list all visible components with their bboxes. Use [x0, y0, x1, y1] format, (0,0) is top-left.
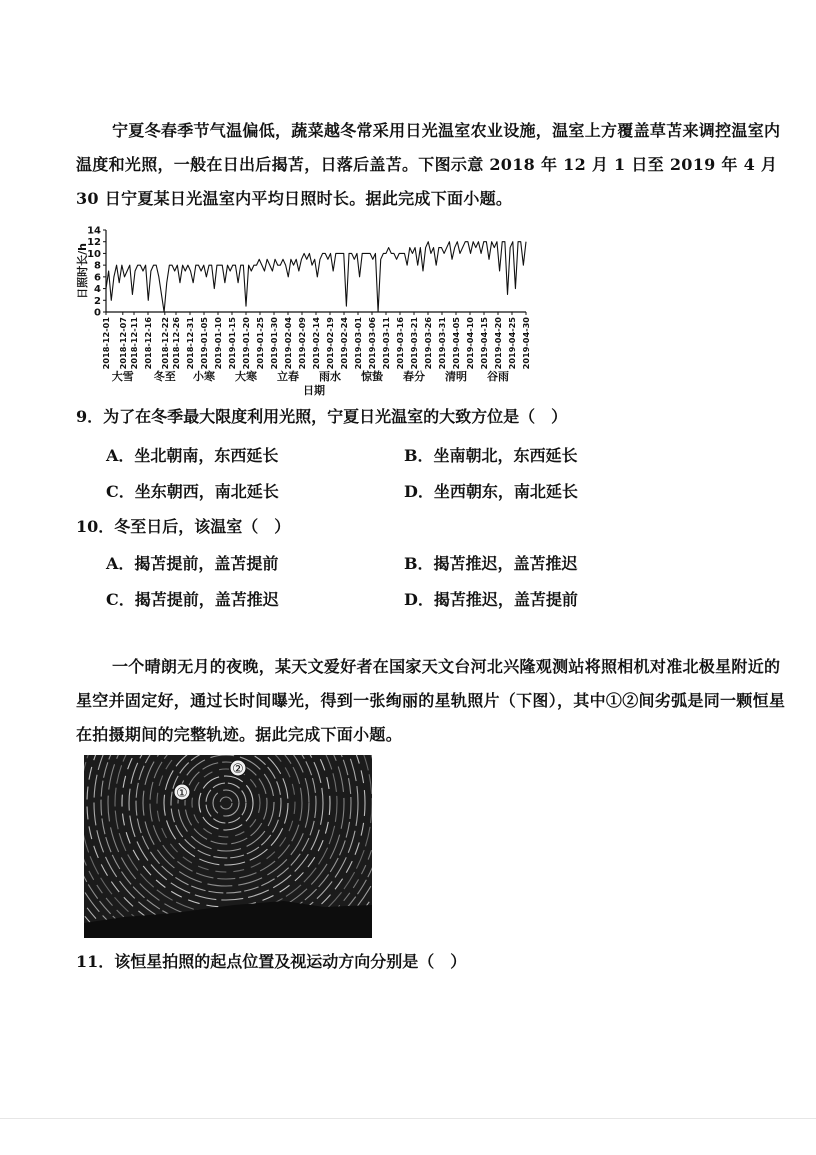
x-tick-label: 2019-02-14 — [311, 317, 321, 370]
x-tick-label: 2019-04-10 — [465, 317, 475, 370]
q9-option-a[interactable]: A．坐北朝南，东西延长 — [106, 446, 279, 465]
x-tick-label: 2019-04-20 — [493, 317, 503, 370]
star-trail-arc — [220, 797, 232, 809]
x-tick-label: 2019-04-15 — [479, 317, 489, 370]
x-tick-label: 2019-01-25 — [255, 317, 265, 370]
star-trail-arc — [171, 755, 281, 858]
x-tick-label: 2019-03-31 — [437, 317, 447, 370]
q9-option-c[interactable]: C．坐东朝西，南北延长 — [106, 482, 279, 501]
x-tick-label: 2019-02-04 — [283, 317, 293, 370]
star-trail-arc — [206, 783, 246, 823]
star-trail-arc — [157, 755, 295, 872]
star-trail-arc — [192, 769, 260, 837]
star-trail-photo — [84, 755, 372, 938]
passage-star-trails-text: 一个晴朗无月的夜晚，某天文爱好者在国家天文台河北兴隆观测站将照相机对准北极星附近的星空并固定好，通过长时间曝光，得到一张绚丽的星轨照片（下图），其中①②间劣弧是同一颗恒星在拍摄期间的完整轨迹。据此完成下面小题。 — [76, 657, 786, 744]
star-trail-arc — [122, 755, 330, 907]
x-tick-label: 2018-12-07 — [117, 317, 128, 370]
passage-greenhouse-text: 宁夏冬春季节气温偏低，蔬菜越冬常采用日光温室农业设施，温室上方覆盖草苫来调控温室内温度和光照，一般在日出后揭苫，日落后盖苫。下图示意 2018 年 12 月 1 日至 2019 年 4 月 30 日宁夏某日光温室内平均日照时长。据此完成下面小题。 — [76, 121, 781, 208]
series-line-sunshine — [106, 242, 526, 312]
solar-term-label: 大寒 — [235, 370, 257, 383]
q10-option-a[interactable]: A．揭苫提前，盖苫提前 — [106, 554, 279, 573]
x-tick-label: 2018-12-01 — [101, 317, 111, 370]
x-tick-label: 2019-03-26 — [423, 317, 433, 370]
x-tick-label: 2019-04-25 — [507, 317, 517, 370]
y-tick-label: 14 — [87, 226, 101, 237]
y-tick-label: 4 — [94, 284, 101, 296]
star-trail-arc — [115, 755, 337, 914]
q10-option-c[interactable]: C．揭苫提前，盖苫推迟 — [106, 590, 279, 609]
solar-term-label: 惊蛰 — [361, 370, 383, 383]
star-trail-arc — [199, 776, 253, 830]
solar-term-label: 小寒 — [193, 370, 215, 383]
passage-star-trails — [76, 650, 792, 752]
x-tick-label: 2018-12-11 — [129, 317, 139, 370]
star-trail-arc — [185, 762, 267, 844]
y-tick-label: 10 — [87, 248, 101, 260]
star-trail-arc — [213, 790, 239, 816]
marker-2: ② — [232, 762, 244, 777]
y-axis-label: 日照时长/h — [76, 243, 89, 299]
x-tick-label: 2019-03-16 — [395, 317, 405, 370]
marker-1: ① — [176, 786, 188, 801]
solar-term-label: 春分 — [403, 370, 425, 383]
star-trail-image — [84, 755, 372, 938]
x-tick-label: 2018-12-31 — [185, 317, 195, 370]
x-tick-label: 2019-01-15 — [227, 317, 237, 370]
x-tick-label: 2019-01-20 — [241, 317, 251, 370]
solar-term-label: 立春 — [277, 370, 299, 383]
x-tick-label: 2019-03-21 — [409, 317, 419, 370]
question-9: 9．为了在冬季最大限度利用光照，宁夏日光温室的大致方位是（ ） — [76, 407, 568, 426]
x-tick-label: 2019-03-11 — [381, 317, 391, 370]
y-tick-label: 12 — [87, 237, 101, 249]
question-11: 11．该恒星拍照的起点位置及视运动方向分别是（ ） — [76, 952, 467, 971]
q9-option-d[interactable]: D．坐西朝东，南北延长 — [404, 482, 578, 501]
x-tick-label: 2019-01-30 — [269, 317, 279, 370]
x-tick-label: 2018-12-22 — [159, 317, 170, 370]
y-tick-label: 8 — [94, 260, 101, 272]
sunshine-duration-chart — [74, 226, 534, 398]
x-tick-label: 2019-01-05 — [199, 317, 209, 370]
x-tick-label: 2019-03-01 — [353, 317, 363, 370]
y-tick-label: 0 — [94, 307, 101, 319]
passage-greenhouse — [76, 114, 792, 216]
x-tick-label: 2019-03-06 — [367, 317, 377, 370]
star-trail-arc — [143, 755, 309, 886]
x-tick-label: 2019-04-30 — [521, 317, 531, 370]
y-tick-label: 6 — [94, 272, 101, 284]
x-tick-label: 2019-01-10 — [213, 317, 223, 370]
solar-term-label: 冬至 — [153, 370, 176, 383]
q10-option-b[interactable]: B．揭苫推迟，盖苫推迟 — [404, 554, 578, 573]
x-tick-label: 2018-12-16 — [143, 317, 153, 370]
star-trail-arc — [129, 755, 323, 900]
q9-option-b[interactable]: B．坐南朝北，东西延长 — [404, 446, 578, 465]
solar-term-label: 雨水 — [319, 370, 341, 383]
solar-term-label: 大雪 — [111, 370, 134, 383]
x-tick-label: 2019-02-24 — [339, 317, 349, 370]
solar-term-label: 清明 — [445, 370, 467, 383]
x-tick-label: 2019-02-19 — [325, 317, 335, 370]
x-tick-label: 2018-12-26 — [171, 317, 181, 370]
x-tick-label: 2019-04-05 — [451, 317, 461, 370]
x-axis-label: 日期 — [303, 384, 325, 397]
q10-option-d[interactable]: D．揭苫推迟，盖苫提前 — [404, 590, 578, 609]
solar-term-label: 谷雨 — [487, 370, 509, 383]
x-tick-label: 2019-02-09 — [297, 317, 307, 370]
page-bottom-rule — [0, 1118, 816, 1119]
star-trail-arc — [164, 755, 288, 865]
question-10: 10．冬至日后，该温室（ ） — [76, 517, 291, 536]
y-tick-label: 2 — [94, 295, 101, 307]
